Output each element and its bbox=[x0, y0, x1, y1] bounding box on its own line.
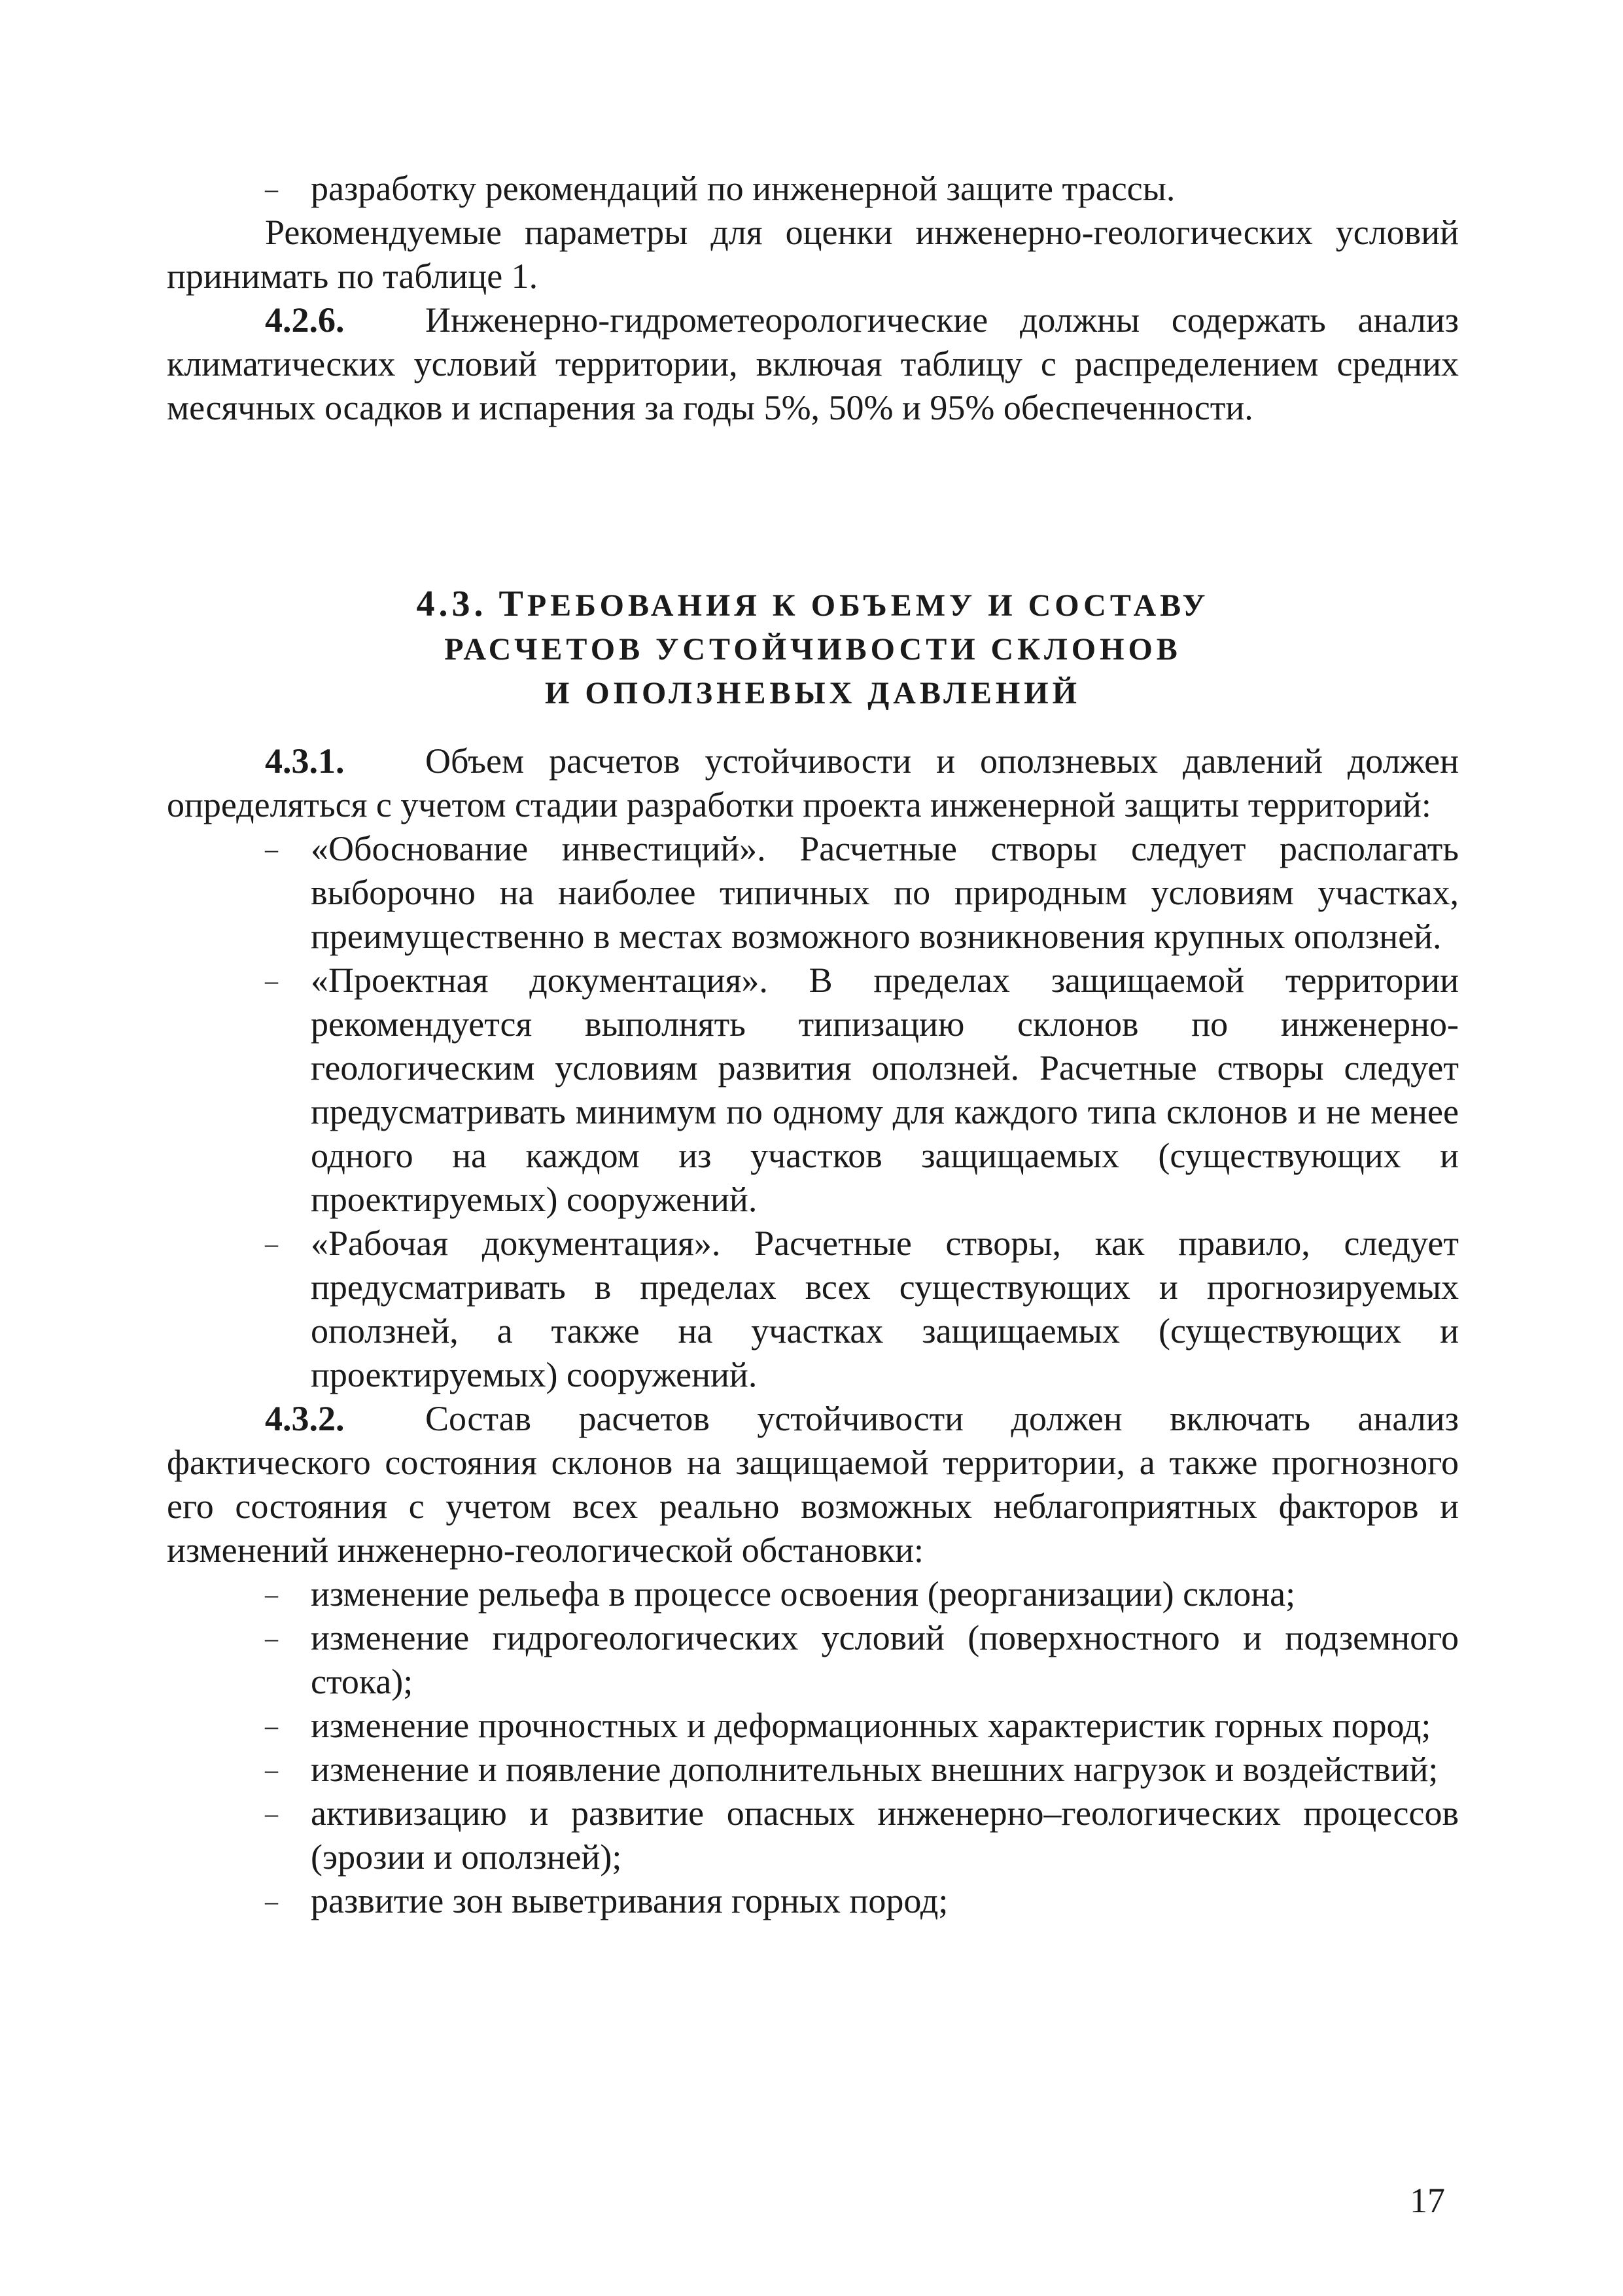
list-item bbox=[167, 1572, 1459, 1616]
heading-line-1-rest: РЕБОВАНИЯ К ОБЪЕМУ И СОСТАВУ bbox=[527, 588, 1210, 623]
bullet-text: активизацию и развитие опасных инженерно–геологических процессов (эрозии и оползней); bbox=[311, 1793, 1459, 1877]
bullet-text: «Рабочая документация». Расчетные створы, как правило, следует предусматривать в пределах всех существующих и прогнозируемых оползней, а также на участках защищаемых (существующих и проектируемых) сооружений. bbox=[311, 1224, 1459, 1394]
list-item bbox=[167, 1792, 1459, 1879]
bullet-text: «Обоснование инвестиций». Расчетные створы следует располагать выборочно на наиболее типичных по природным условиям участках, преимущественно в местах возможного возникновения крупных оползней. bbox=[311, 829, 1459, 956]
bullet-text: изменение рельефа в процессе освоения (реорганизации) склона; bbox=[311, 1574, 1296, 1614]
section-heading bbox=[167, 582, 1459, 715]
heading-number: 4.3. bbox=[416, 584, 487, 624]
top-bullet-list bbox=[167, 167, 1459, 211]
heading-first-letter: Т bbox=[498, 584, 527, 624]
page-number: 17 bbox=[1410, 2181, 1445, 2220]
dash-marker: – bbox=[265, 1799, 278, 1828]
paragraph: Рекомендуемые параметры для оценки инженерно-геологических условий принимать по таблице 1. bbox=[167, 213, 1459, 296]
list-item bbox=[167, 1748, 1459, 1792]
clause-4-3-1-list bbox=[167, 827, 1459, 1397]
heading-line-1 bbox=[167, 582, 1459, 627]
bullet-text: разработку рекомендаций по инженерной защите трассы. bbox=[311, 169, 1176, 208]
dash-marker: – bbox=[265, 1711, 278, 1740]
dash-marker: – bbox=[265, 966, 278, 995]
dash-marker: – bbox=[265, 1623, 278, 1653]
bullet-text: развитие зон выветривания горных пород; bbox=[311, 1881, 949, 1920]
heading-line-2: РАСЧЕТОВ УСТОЙЧИВОСТИ СКЛОНОВ bbox=[444, 632, 1181, 667]
clause-number: 4.3.1. bbox=[265, 741, 345, 781]
bullet-text: «Проектная документация». В пределах защищаемой территории рекомендуется выполнять типизацию склонов по инженерно-геологическим условиям развития оползней. Расчетные створы следует предусматривать минимум по одному для каждого типа склонов и не менее одного на каждом из участков защищаемых (существующих и проектируемых) сооружений. bbox=[311, 961, 1459, 1219]
clause-4-2-6 bbox=[167, 298, 1459, 430]
clause-text: Инженерно-гидрометеорологические должны содержать анализ климатических условий территории, включая таблицу с распределением средних месячных осадков и испарения за годы 5%, 50% и 95% обеспеченности. bbox=[167, 300, 1459, 427]
list-item bbox=[167, 959, 1459, 1222]
clause-4-3-1 bbox=[167, 739, 1459, 827]
dash-marker: – bbox=[265, 1229, 278, 1258]
list-item bbox=[167, 827, 1459, 959]
list-item bbox=[167, 1704, 1459, 1748]
dash-marker: – bbox=[265, 834, 278, 864]
bullet-text: изменение и появление дополнительных внешних нагрузок и воздействий; bbox=[311, 1750, 1439, 1789]
bullet-text: изменение прочностных и деформационных характеристик горных пород; bbox=[311, 1706, 1431, 1745]
clause-number: 4.3.2. bbox=[265, 1399, 345, 1438]
clause-text: Объем расчетов устойчивости и оползневых давлений должен определяться с учетом стадии разработки проекта инженерной защиты территорий: bbox=[167, 741, 1459, 824]
list-item bbox=[167, 1879, 1459, 1923]
list-item bbox=[167, 1616, 1459, 1704]
dash-marker: – bbox=[265, 1886, 278, 1916]
list-item bbox=[167, 167, 1459, 211]
bullet-text: изменение гидрогеологических условий (поверхностного и подземного стока); bbox=[311, 1618, 1459, 1701]
clause-text: Состав расчетов устойчивости должен включать анализ фактического состояния склонов на защищаемой территории, а также прогнозного его состояния с учетом всех реально возможных неблагоприятных факторов и изменений инженерно-геологической обстановки: bbox=[167, 1399, 1459, 1570]
main-section bbox=[167, 739, 1459, 1923]
heading-line-3: И ОПОЛЗНЕВЫХ ДАВЛЕНИЙ bbox=[545, 676, 1081, 711]
dash-marker: – bbox=[265, 174, 278, 203]
clause-4-3-2 bbox=[167, 1397, 1459, 1572]
dash-marker: – bbox=[265, 1755, 278, 1784]
list-item bbox=[167, 1222, 1459, 1397]
top-section bbox=[167, 167, 1459, 430]
clause-4-3-2-list bbox=[167, 1572, 1459, 1923]
clause-number: 4.2.6. bbox=[265, 300, 345, 340]
dash-marker: – bbox=[265, 1580, 278, 1609]
